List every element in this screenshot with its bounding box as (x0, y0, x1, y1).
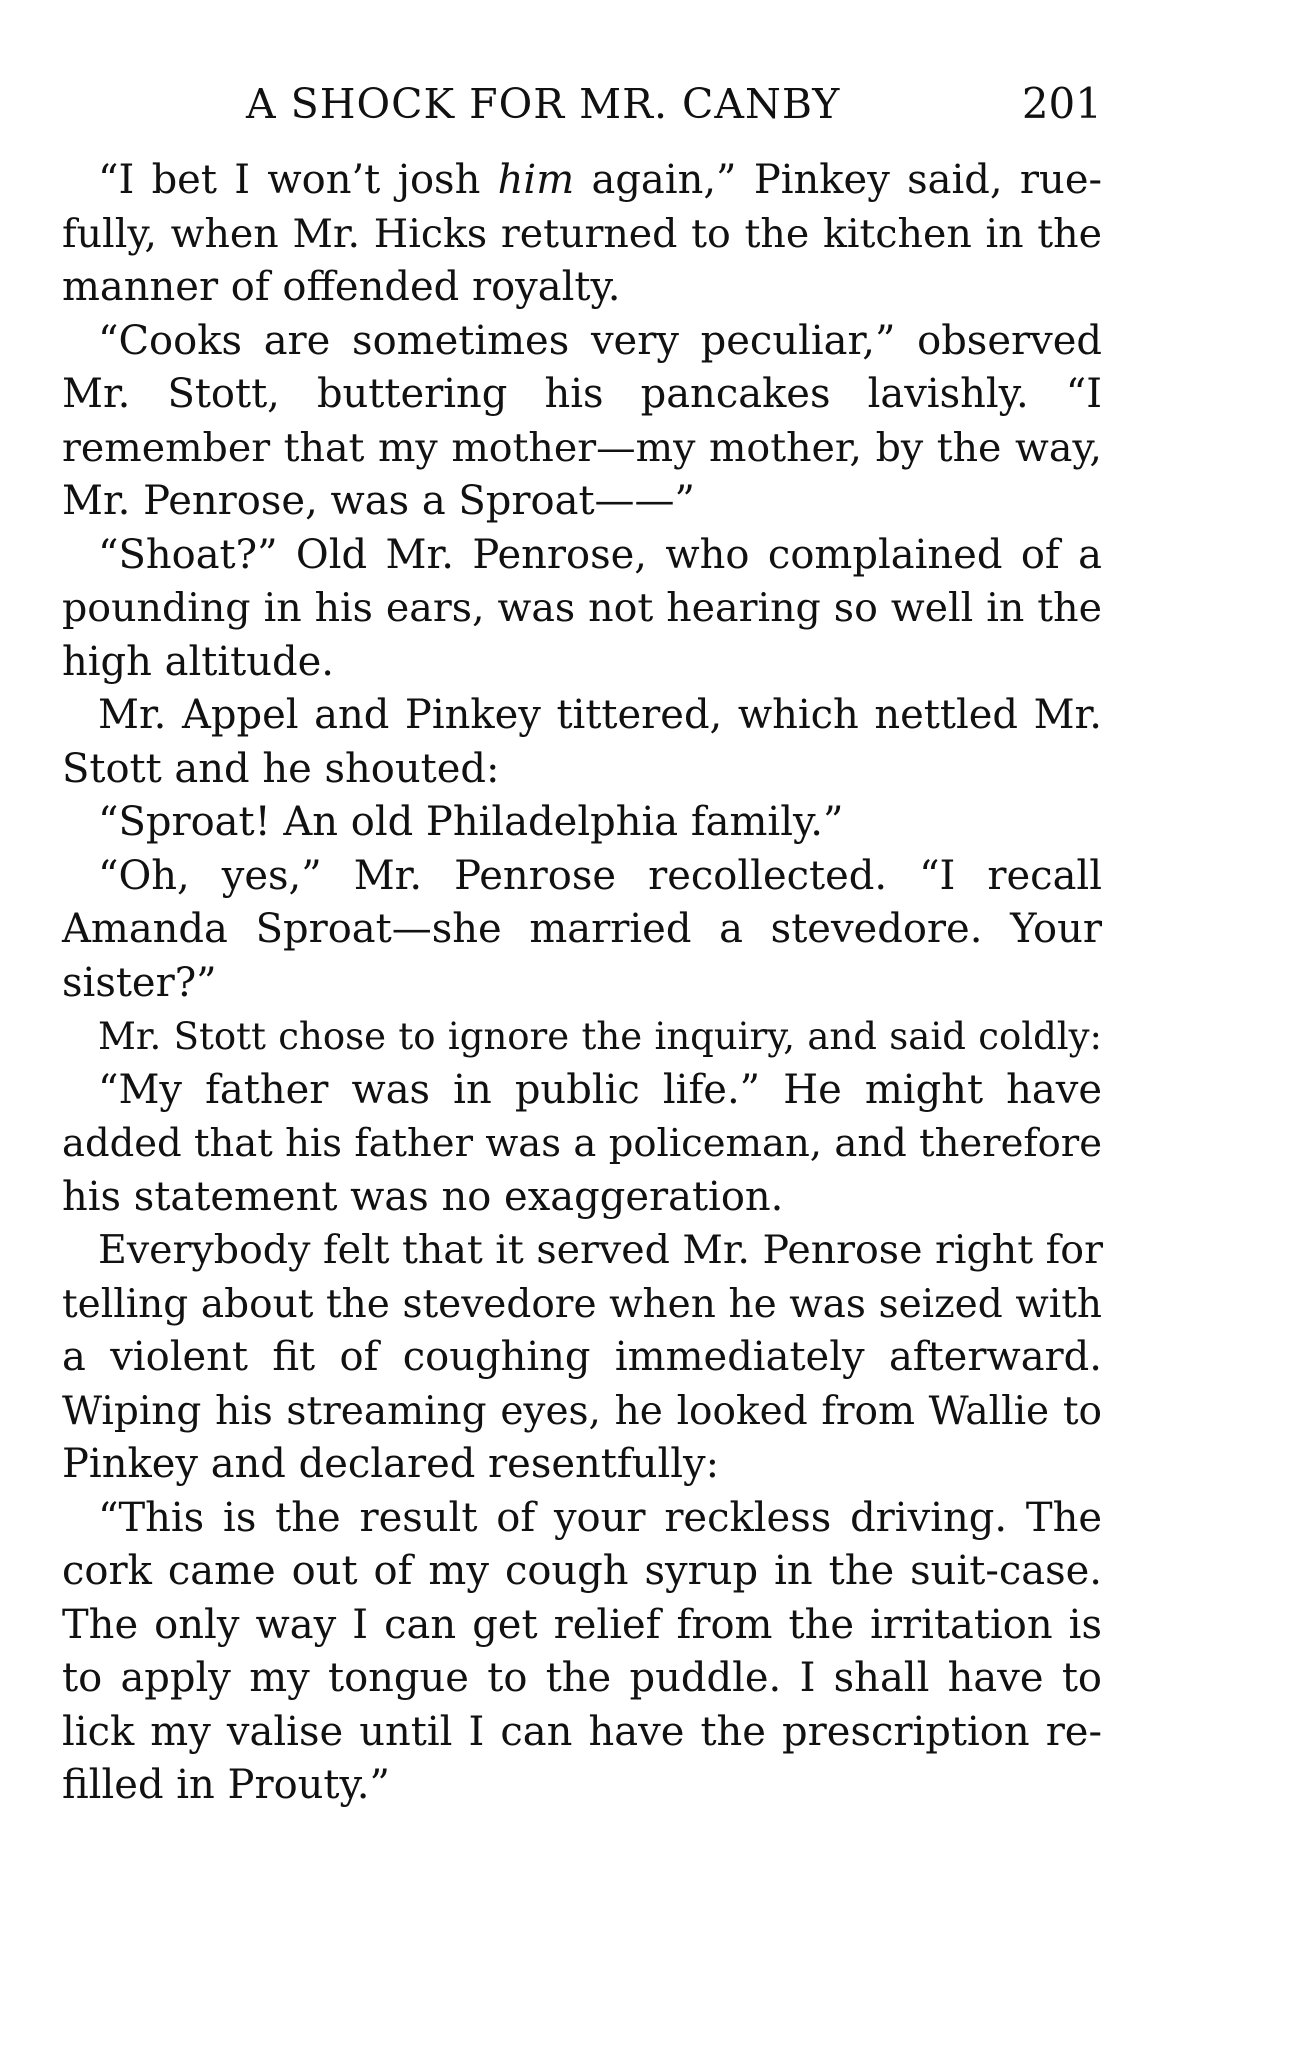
text-line: manner of offended royalty. (62, 264, 621, 310)
text-line: “Cooks are sometimes very peculiar,” observed (98, 317, 1102, 364)
running-head (62, 74, 1102, 134)
text-line: “This is the result of your reckless driving. The (98, 1494, 1102, 1541)
text-line: Mr. Stott chose to ignore the inquiry, and said coldly: (98, 1015, 1102, 1058)
body-text (62, 154, 1102, 1813)
text-line: “My father was in public life.” He might have (98, 1066, 1102, 1113)
text-line: “Sproat! An old Philadelphia family.” (98, 799, 844, 845)
text-line: his statement was no exaggeration. (62, 1173, 784, 1220)
text-line: “Shoat?” Old Mr. Penrose, who complained of a (98, 531, 1102, 578)
text-line: high altitude. (62, 638, 334, 685)
text-line: a violent fit of coughing immediately afterward. (62, 1334, 1102, 1380)
text-line: Amanda Sproat—she married a stevedore. Your (62, 906, 1102, 952)
text-line: filled in Prouty.” (62, 1762, 390, 1808)
text-line: “Oh, yes,” Mr. Penrose recollected. “I recall (98, 852, 1102, 899)
text-line: The only way I can get relief from the irritation is (62, 1601, 1102, 1648)
text-line: remember that my mother—my mother, by the way, (62, 424, 1102, 471)
text-line: Pinkey and declared resentfully: (62, 1441, 720, 1487)
text-line: fully, when Mr. Hicks returned to the kitchen in the (62, 210, 1102, 257)
text-line: telling about the stevedore when he was seized with (62, 1281, 1102, 1327)
text-line: Mr. Penrose, was a Sproat——” (62, 478, 695, 524)
text-line: Mr. Stott, buttering his pancakes lavishly. “I (62, 371, 1102, 417)
text-line: sister?” (62, 959, 217, 1006)
text-line: Stott and he shouted: (62, 745, 500, 792)
text-line: cork came out of my cough syrup in the suit-case. (62, 1548, 1102, 1594)
text-line: “I bet I won’t josh him again,” Pinkey said, rue- (98, 157, 1103, 203)
text-line: pounding in his ears, was not hearing so well in the (62, 585, 1102, 631)
running-title: A SHOCK FOR MR. CANBY (246, 80, 841, 128)
text-line: lick my valise until I can have the prescription re- (62, 1708, 1102, 1755)
text-line: added that his father was a policeman, and therefore (62, 1121, 1102, 1166)
text-line: to apply my tongue to the puddle. I shall have to (62, 1655, 1102, 1701)
emphasis: him (497, 157, 575, 203)
text-line: Wiping his streaming eyes, he looked from Wallie to (62, 1388, 1102, 1434)
page-number: 201 (1021, 79, 1102, 128)
text-line: Mr. Appel and Pinkey tittered, which nettled Mr. (98, 692, 1102, 738)
text-line: Everybody felt that it served Mr. Penrose right for (98, 1227, 1103, 1273)
